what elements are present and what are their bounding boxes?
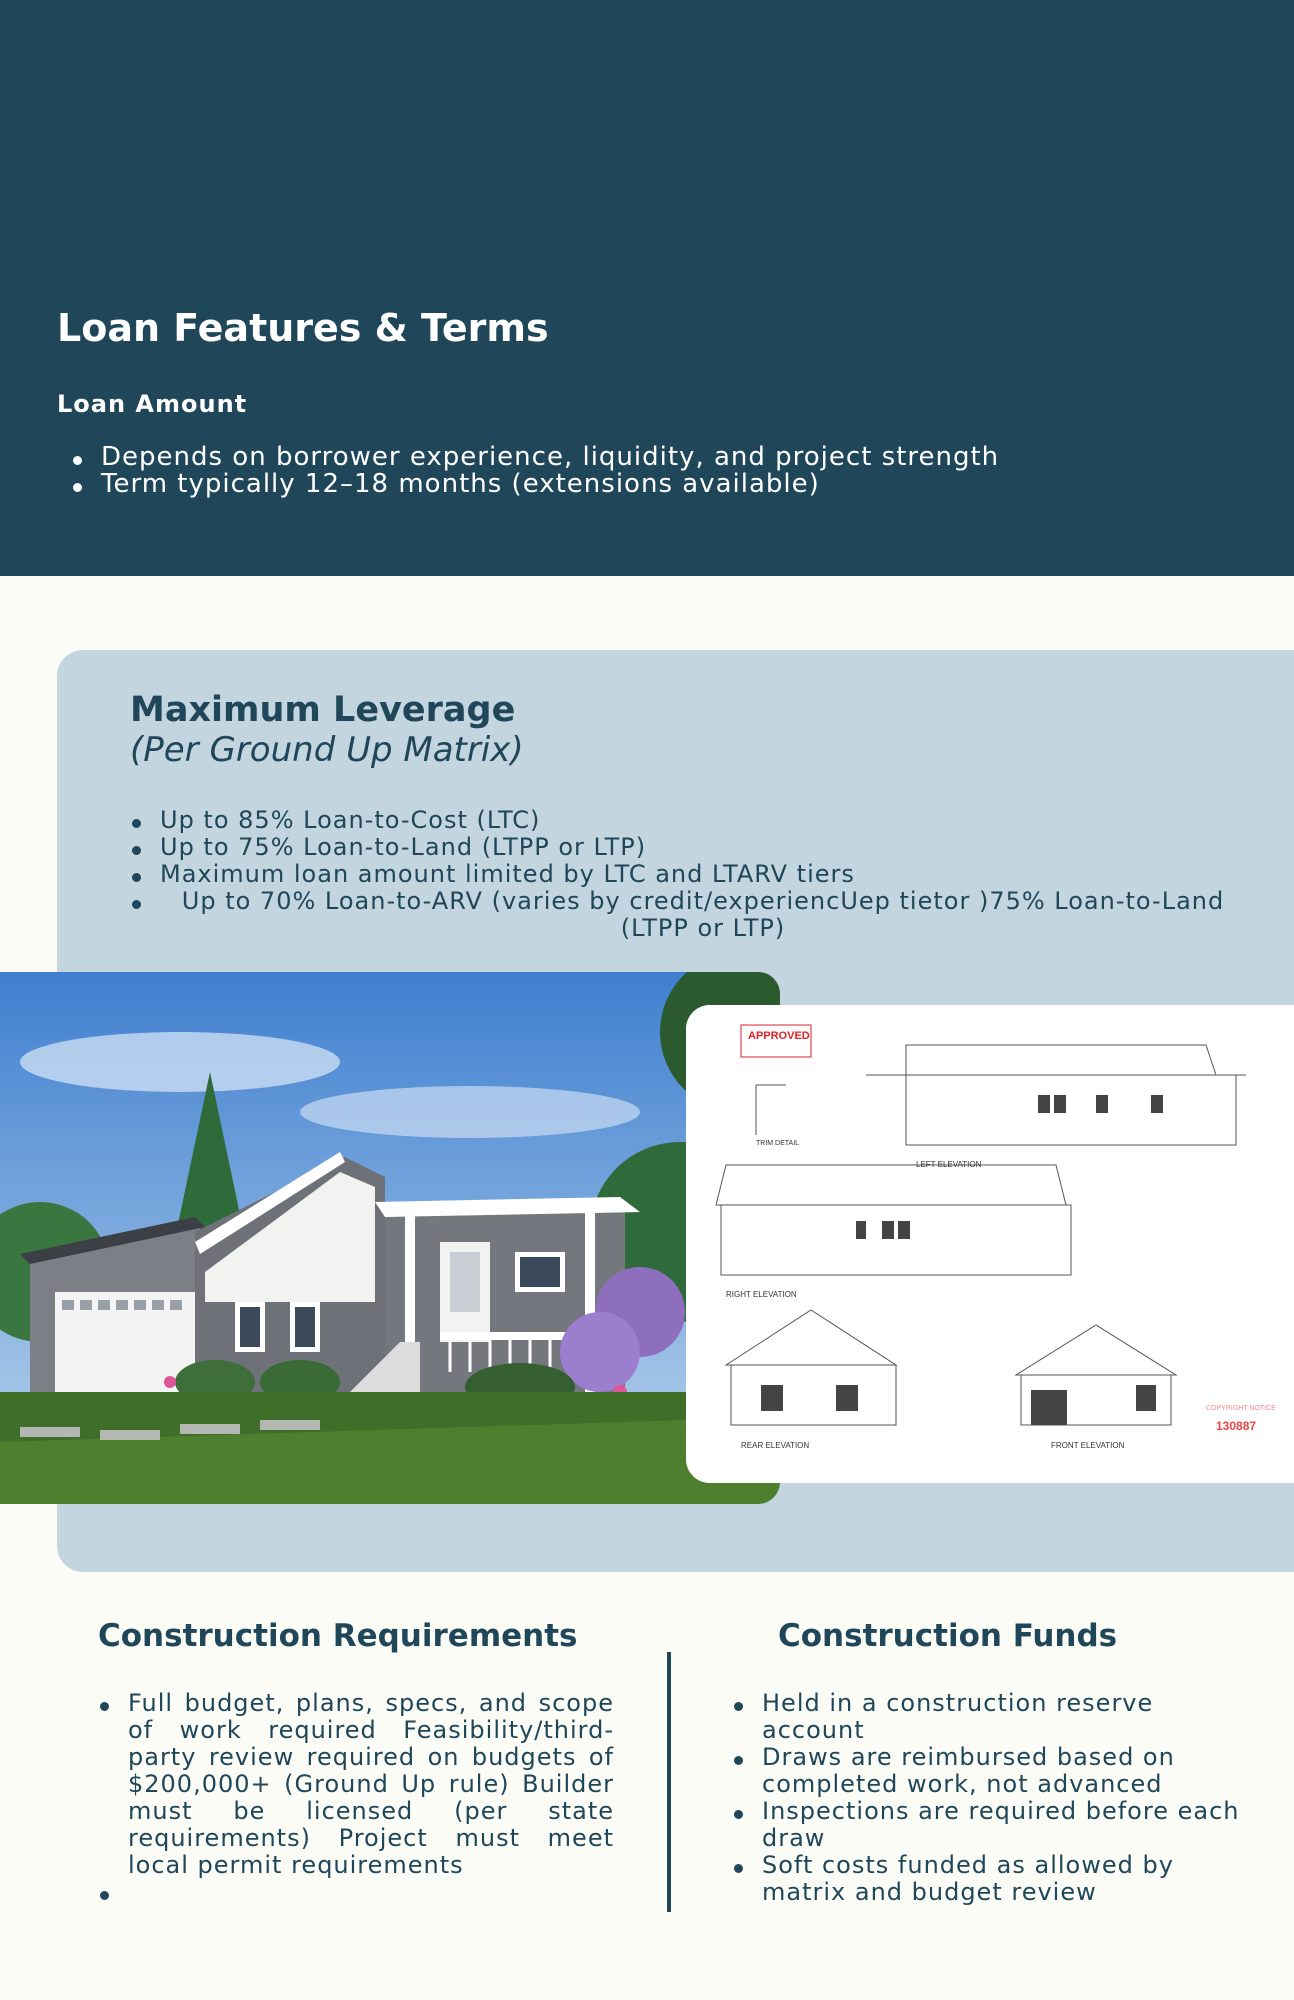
elevation-drawings [686,1005,1294,1483]
loan-amount-list [57,444,999,498]
column-divider [667,1652,671,1912]
list-item: Up to 85% Loan-to-Cost (LTC) [116,807,1246,834]
leverage-list [116,807,1246,942]
funds-heading: Construction Funds [778,1618,1118,1654]
list-item: Term typically 12–18 months (extensions available) [57,471,999,498]
approved-stamp: APPROVED [748,1030,810,1042]
list-item: Depends on borrower experience, liquidity, and project strength [57,444,999,471]
list-item: Full budget, plans, specs, and scope of work required Feasibility/third-party review required on budgets of $200,000+ (Ground Up rule) Builder must be licensed (per state requirements) Project must meet local permit requirements [84,1690,614,1879]
house-plans [686,1005,1294,1483]
plan-label: TRIM DETAIL [756,1140,800,1147]
loan-amount-heading: Loan Amount [57,390,248,418]
leverage-subheading: (Per Ground Up Matrix) [130,730,524,770]
plan-number: 130887 [1216,1419,1257,1433]
leverage-heading: Maximum Leverage [130,690,516,730]
requirements-heading: Construction Requirements [98,1618,578,1654]
list-item: Up to 70% Loan-to-ARV (varies by credit/experiencUep tietor )75% Loan-to-Land (LTPP or LTP) [116,888,1246,942]
requirements-list [84,1690,614,1906]
house-illustration [0,972,780,1504]
list-item: Soft costs funded as allowed by matrix and budget review [718,1852,1258,1906]
plan-label: FRONT ELEVATION [1051,1441,1125,1450]
list-item: Inspections are required before each draw [718,1798,1258,1852]
plan-label: REAR ELEVATION [741,1441,810,1450]
plan-label: RIGHT ELEVATION [726,1290,797,1299]
funds-list [718,1690,1258,1906]
copyright-notice: COPYRIGHT NOTICE [1206,1405,1276,1412]
list-item: Held in a construction reserve account [718,1690,1258,1744]
list-item: Up to 75% Loan-to-Land (LTPP or LTP) [116,834,1246,861]
house-photo [0,972,780,1504]
list-item-empty [84,1879,614,1906]
plan-label: LEFT ELEVATION [916,1160,982,1169]
page-title: Loan Features & Terms [57,306,549,350]
list-item: Maximum loan amount limited by LTC and LTARV tiers [116,861,1246,888]
list-item: Draws are reimbursed based on completed work, not advanced [718,1744,1258,1798]
